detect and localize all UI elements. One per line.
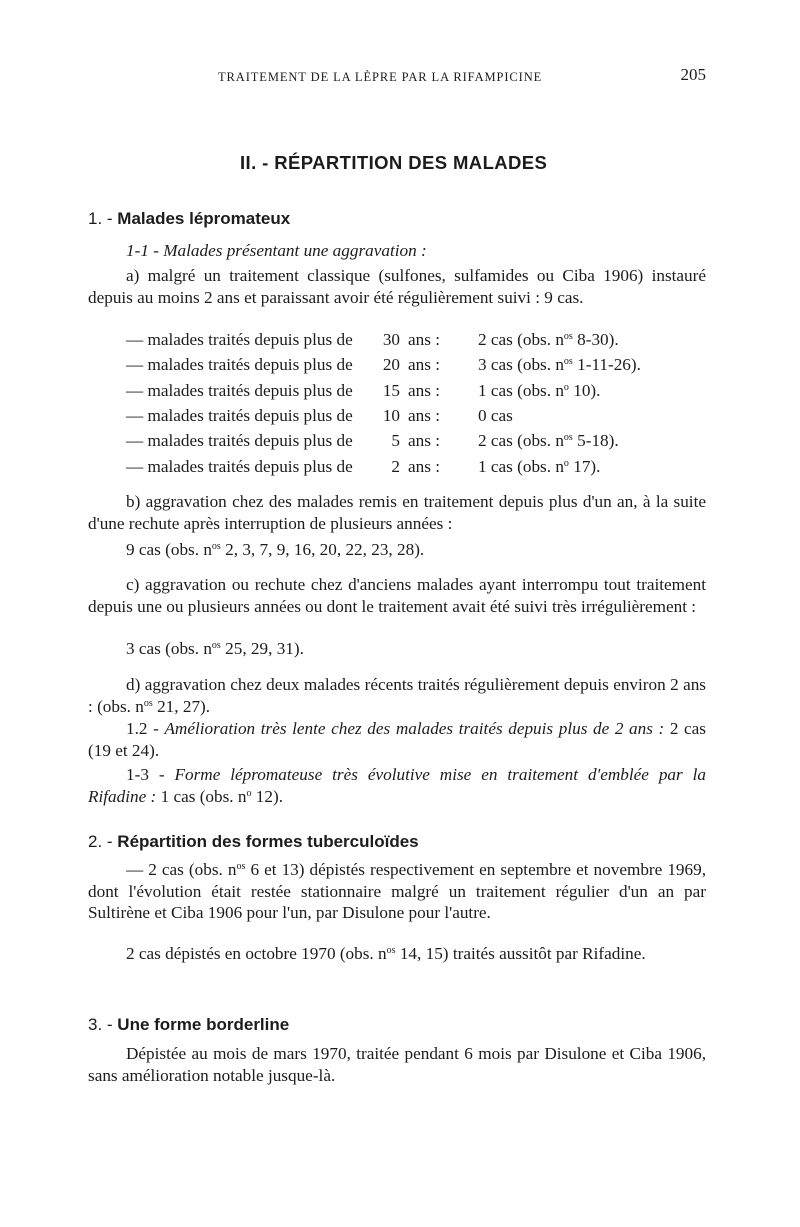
subheading-1-1: 1-1 - Malades présentant une aggravation : — [126, 241, 427, 260]
row-cases: 1 cas (obs. $n^o$ 17). — [478, 456, 601, 476]
subsection-heading-2: 2. - Répartition des formes tuberculoïdes — [88, 832, 419, 851]
paragraph-tuberculoid-2: 2 cas dépistés en octobre 1970 (obs. $n^{os}$ 14, 15) traités aussitôt par Rifadine. — [126, 944, 646, 963]
row-label: — malades traités depuis plus de — [126, 330, 353, 349]
paragraph-a: a) malgré un traitement classique (sulfones, sulfamides ou Ciba 1906) instauré depuis au moins 2 ans et paraissant avoir été régulièrement suivi : 9 cas. — [88, 266, 706, 307]
case-list-row — [126, 405, 716, 427]
row-years: 30 — [382, 330, 400, 349]
row-label: — malades traités depuis plus de — [126, 456, 353, 476]
row-unit: ans : — [408, 431, 440, 451]
row-label: — malades traités depuis plus de — [126, 355, 353, 375]
row-cases: 3 cas (obs. $n^{os}$ 1-11-26). — [478, 355, 641, 375]
page-number: 205 — [680, 65, 706, 84]
row-cases: 0 cas — [478, 405, 513, 425]
row-cases: 2 cas (obs. $n^{os}$ 8-30). — [478, 330, 619, 349]
row-cases: 2 cas (obs. $n^{os}$ 5-18). — [478, 431, 619, 451]
row-years: 2 — [391, 456, 400, 476]
paragraph-borderline: Dépistée au mois de mars 1970, traitée pendant 6 mois par Disulone et Ciba 1906, sans amélioration notable jusque-là. — [88, 1044, 706, 1085]
paragraph-c-cases: 3 cas (obs. $n^{os}$ 25, 29, 31). — [126, 639, 304, 658]
paragraph-b: b) aggravation chez des malades remis en traitement depuis plus d'un an, à la suite d'une rechute après interruption de plusieurs années : — [88, 492, 706, 533]
section-heading: II. - RÉPARTITION DES MALADES — [240, 152, 548, 173]
subheading-1-3: 1-3 - Forme lépromateuse très évolutive mise en traitement d'emblée par la Rifadine : 1 cas (obs. $n^o$ 12). — [88, 765, 706, 806]
paragraph-tuberculoid-1: — 2 cas (obs. $n^{os}$ 6 et 13) dépistés respectivement en septembre et novembre 1969, dont l'évolution était restée stationnaire malgré un traitement régulier d'un an par Sultirène et Ciba 1906 pour l'un, par Disulone pour l'autre. — [88, 860, 707, 922]
row-years: 5 — [391, 431, 400, 451]
paragraph-c: c) aggravation ou rechute chez d'anciens malades ayant interrompu tout traitement depuis une ou plusieurs années ou dont le traitement avait été suivi très irrégulièrement : — [88, 575, 706, 616]
running-header — [88, 64, 706, 88]
case-list-row — [126, 329, 716, 351]
row-unit: ans : — [408, 405, 440, 425]
row-cases: 1 cas (obs. $n^o$ 10). — [478, 380, 601, 400]
row-unit: ans : — [408, 330, 440, 349]
case-list-row — [126, 430, 716, 452]
row-label: — malades traités depuis plus de — [126, 431, 353, 451]
row-unit: ans : — [408, 355, 440, 375]
running-title: TRAITEMENT DE LA LÈPRE PAR LA RIFAMPICINE — [218, 70, 543, 84]
row-label: — malades traités depuis plus de — [126, 380, 353, 400]
row-unit: ans : — [408, 380, 440, 400]
case-list-row — [126, 380, 716, 402]
subsection-heading-1: 1. - Malades lépromateux — [88, 209, 291, 228]
subsection-heading-3: 3. - Une forme borderline — [88, 1015, 290, 1034]
row-unit: ans : — [408, 456, 440, 476]
case-list-row — [126, 354, 716, 376]
row-label: — malades traités depuis plus de — [126, 405, 353, 425]
paragraph-b-cases: 9 cas (obs. $n^{os}$ 2, 3, 7, 9, 16, 20, 22, 23, 28). — [126, 540, 425, 559]
case-list-row — [126, 456, 716, 478]
row-years: 20 — [382, 355, 400, 375]
subheading-1-2: 1.2 - Amélioration très lente chez des malades traités depuis plus de 2 ans : 2 cas (19 et 24). — [88, 719, 706, 760]
paragraph-d: d) aggravation chez deux malades récents traités régulièrement depuis environ 2 ans : (obs. $n^{os}$ 21, 27). — [88, 675, 706, 716]
row-years: 15 — [382, 380, 400, 400]
row-years: 10 — [382, 405, 400, 425]
